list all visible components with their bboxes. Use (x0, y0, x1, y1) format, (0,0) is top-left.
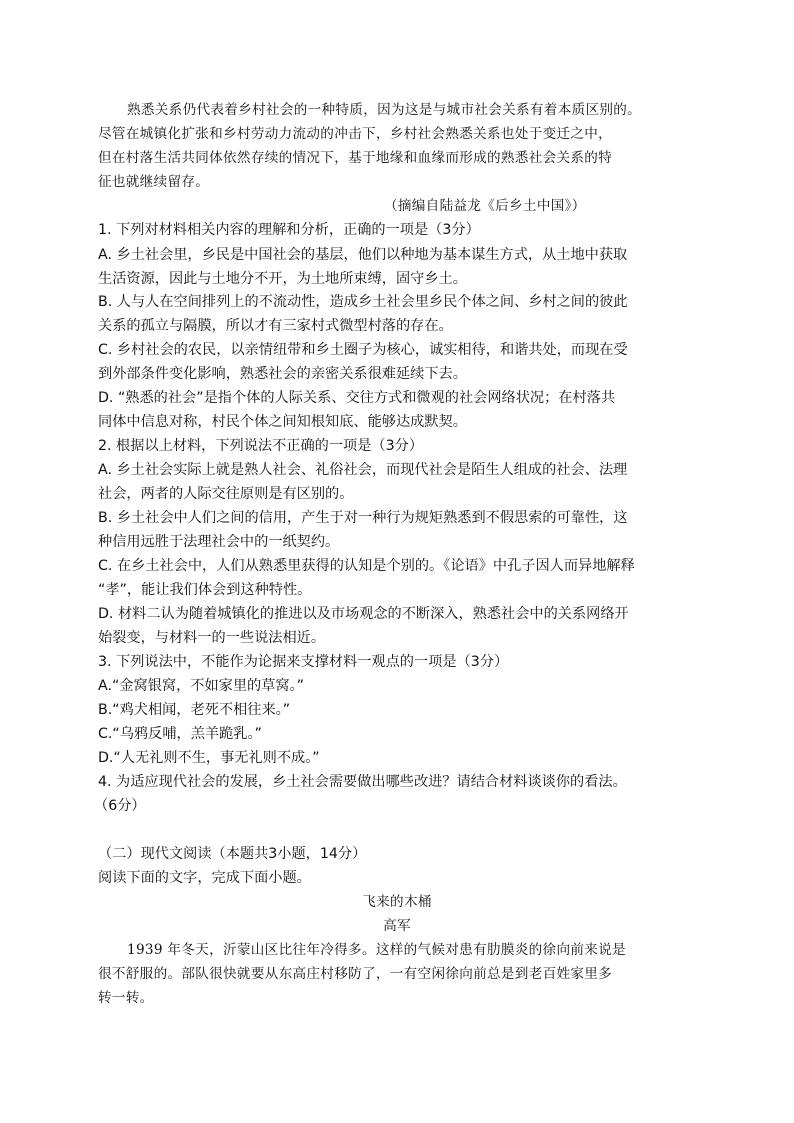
passage1-line-2: 尽管在城镇化扩张和乡村劳动力流动的冲击下，乡村社会熟悉关系也处于变迁之中， (98, 126, 613, 142)
q2-option-b-line-1: B. 乡土社会中人们之间的信用，产生于对一种行为规矩熟悉到不假思索的可靠性，这 (98, 510, 628, 526)
story-line-2: 很不舒服的。部队很快就要从东高庄村移防了，一有空闲徐向前总是到老百姓家里多 (98, 966, 613, 982)
story-author: 高军 (383, 918, 411, 934)
q2-option-d-line-1: D. 材料二认为随着城镇化的推进以及市场观念的不断深入，熟悉社会中的关系网络开 (98, 606, 629, 622)
q4-stem: 4. 为适应现代社会的发展，乡土社会需要做出哪些改进？请结合材料谈谈你的看法。 (98, 774, 627, 790)
passage1-line-1: 熟悉关系仍代表着乡村社会的一种特质，因为这是与城市社会关系有着本质区别的。 (127, 102, 642, 118)
story-line-3: 转一转。 (98, 990, 154, 1006)
q3-option-b: B.“鸡犬相闻，老死不相往来。” (98, 702, 291, 718)
passage1-source: （摘编自陆益龙《后乡土中国》） (384, 198, 586, 214)
q2-option-d-line-2: 始裂变，与材料一的一些说法相近。 (98, 630, 326, 646)
q2-stem: 2. 根据以上材料，下列说法不正确的一项是（3分） (98, 438, 424, 454)
q1-option-a-line-1: A. 乡土社会里，乡民是中国社会的基层，他们以种地为基本谋生方式，从土地中获取 (98, 247, 628, 263)
q1-option-c-line-2: 到外部条件变化影响，熟悉社会的亲密关系很难延续下去。 (98, 366, 467, 382)
section2-instruction: 阅读下面的文字，完成下面小题。 (98, 870, 311, 886)
passage1-line-4: 征也就继续留存。 (98, 174, 210, 190)
q3-option-d: D.“人无礼则不生，事无礼则不成。” (98, 750, 320, 766)
passage1-line-3: 但在村落生活共同体依然存续的情况下，基于地缘和血缘而形成的熟悉社会关系的特 (98, 150, 613, 166)
q2-option-c-line-2: “孝”，能让我们体会到这种特性。 (98, 582, 312, 598)
q2-option-b-line-2: 种信用远胜于法理社会中的一纸契约。 (98, 534, 340, 550)
q1-stem: 1. 下列对材料相关内容的理解和分析，正确的一项是（3分） (98, 222, 480, 238)
q1-option-d-line-2: 同体中信息对称，村民个体之间知根知底、能够达成默契。 (98, 414, 467, 430)
q1-option-d-line-1: D. “熟悉的社会”是指个体的人际关系、交往方式和微观的社会网络状况；在村落共 (98, 390, 616, 406)
story-line-1: 1939 年冬天，沂蒙山区比往年冷得多。这样的气候对患有肋膜炎的徐向前来说是 (127, 942, 626, 958)
q3-option-a: A.“金窝银窝，不如家里的草窝。” (98, 678, 305, 694)
q1-option-b-line-2: 关系的孤立与隔膜，所以才有三家村式微型村落的存在。 (98, 318, 453, 334)
q1-option-b-line-1: B. 人与人在空间排列上的不流动性，造成乡土社会里乡民个体之间、乡村之间的彼此 (98, 294, 628, 310)
story-title: 飞来的木桶 (362, 894, 432, 910)
q3-option-c: C.“乌鸦反哺，羔羊跪乳。” (98, 726, 262, 742)
q2-option-a-line-2: 社会，两者的人际交往原则是有区别的。 (98, 486, 354, 502)
q4-score: （6分） (94, 798, 146, 814)
q1-option-c-line-1: C. 乡村社会的农民，以亲情纽带和乡土圈子为核心，诚实相待，和谐共处，而现在受 (98, 342, 628, 358)
q1-option-a-line-2: 生活资源，因此与土地分不开，为土地所束缚，固守乡土。 (98, 271, 467, 287)
q2-option-c-line-1: C. 在乡土社会中，人们从熟悉里获得的认知是个别的。《论语》中孔子因人而异地解释 (98, 558, 635, 574)
q3-stem: 3. 下列说法中，不能作为论据来支撑材料一观点的一项是（3分） (98, 654, 509, 670)
section2-heading: （二）现代文阅读（本题共3小题，14分） (98, 846, 367, 862)
q2-option-a-line-1: A. 乡土社会实际上就是熟人社会、礼俗社会，而现代社会是陌生人组成的社会、法理 (98, 462, 628, 478)
